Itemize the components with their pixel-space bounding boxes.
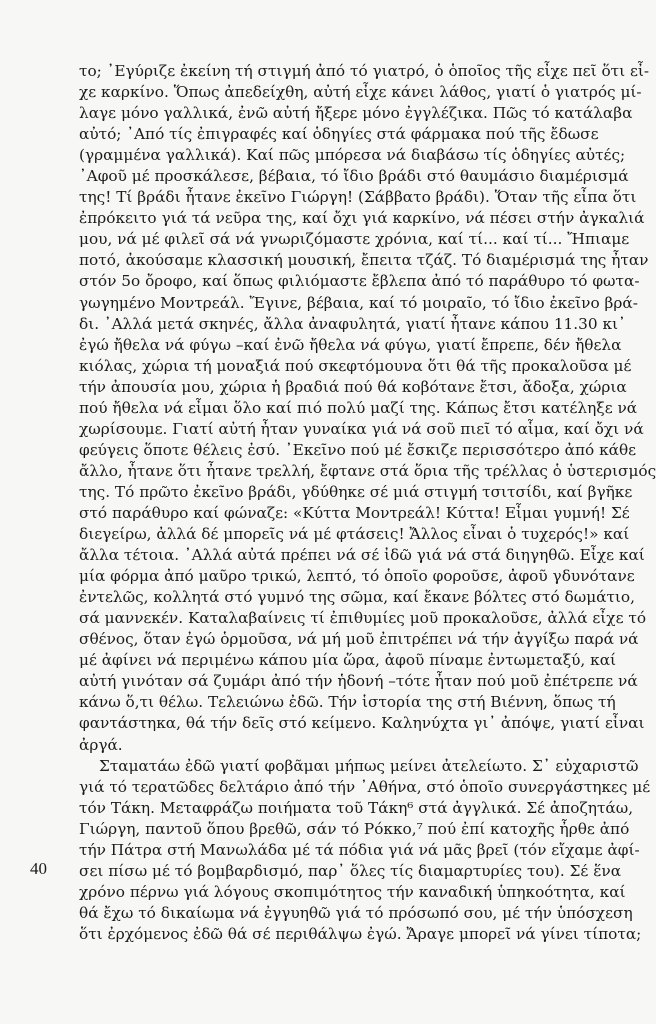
text-line: Σταματάω ἐδῶ γιατί φοβᾶμαι μήπως μείνει ἀτελείωτο. Σ᾿ εὐχαριστῶ xyxy=(99,756,639,775)
text-line: τήν Πάτρα στή Μανωλάδα μέ τά πόδια γιά νά μᾶς βρεῖ (τόν εἴχαμε ἀφί- xyxy=(79,840,640,859)
text-line: χρόνο πέρνω γιά λόγους σκοπιμότητος τήν καναδική ὑπηκοότητα, καί xyxy=(79,882,626,901)
text-line: σθένος, ὅταν ἐγώ ὁρμοῦσα, νά μή μοῦ ἐπιτρέπει νά τήν ἀγγίξω παρά νά xyxy=(79,630,639,649)
text-line: στό παράθυρο καί φώναζε: «Κύττα Μοντρεάλ! Κύττα! Εἶμαι γυμνή! Σέ xyxy=(79,503,630,522)
text-line: ὅτι ἐρχόμενος ἐδῶ θά σέ περιθάλψω ἐγώ. Ἄραγε μπορεῖ νά γίνει τίποτα; xyxy=(79,924,642,943)
text-line: ἀργά. xyxy=(79,735,123,754)
text-line: χωρίσουμε. Γιατί αὐτή ἦταν γυναίκα γιά νά σοῦ πιεῖ τό αἷμα, καί ὄχι νά xyxy=(79,419,644,438)
text-line: τόν Τάκη. Μεταφράζω ποιήματα τοῦ Τάκη⁶ στά ἀγγλικά. Σέ ἀποζητάω, xyxy=(79,798,634,817)
text-line: δι. ᾿Αλλά μετά σκηνές, ἄλλα ἀναφυλητά, γιατί ἦτανε κάπου 11.30 κι᾿ xyxy=(79,314,626,333)
text-line: μέ ἀφίνει νά περιμένω κάπου μία ὥρα, ἀφοῦ πίναμε ἐντωμεταξύ, καί xyxy=(79,651,617,670)
text-line: σά μαννεκέν. Καταλαβαίνεις τί ἐπιθυμίες μοῦ προκαλοῦσε, ἀλλά εἶχε τό xyxy=(79,609,647,628)
text-line: ἐγώ ἤθελα νά φύγω –καί ἐνῶ ἤθελα νά φύγω, γιατί ἔπρεπε, δέν ἤθελα xyxy=(79,335,622,354)
text-line: στόν 5ο ὄροφο, καί ὅπως φιλιόμαστε ἔβλεπα ἀπό τό παράθυρο τό φωτα- xyxy=(79,272,640,291)
text-line: αὐτό; ᾿Από τίς ἐπιγραφές καί ὁδηγίες στά φάρμακα πού τῆς ἔδωσε xyxy=(79,125,599,144)
text-line: θά ἔχω τό δικαίωμα νά ἐγγυηθῶ γιά τό πρόσωπό σου, μέ τήν ὑπόσχεση xyxy=(79,903,633,922)
text-line: ποτό, ἀκούσαμε κλασσική μουσική, ἔπειτα τζάζ. Τό διαμέρισμά της ἦταν xyxy=(79,251,649,270)
page-number: 40 xyxy=(30,859,47,878)
text-line: το; ᾿Εγύριζε ἐκείνη τή στιγμή ἀπό τό γιατρό, ὁ ὁποῖος τῆς εἶχε πεῖ ὅτι εἶ- xyxy=(79,62,650,80)
text-line: (γραμμένα γαλλικά). Καί πῶς μπόρεσα νά διαβάσω τίς ὁδηγίες αὐτές; xyxy=(79,146,626,165)
text-line: λαγε μόνο γαλλικά, ἐνῶ αὐτή ἤξερε μόνο ἐγγλέζικα. Πῶς τό κατάλαβα xyxy=(79,104,633,123)
text-line: ἐντελῶς, κολλητά στό γυμνό της σῶμα, καί ἔκανε βόλτες στό δωμάτιο, xyxy=(79,588,635,607)
text-line: τήν ἀπουσία μου, χώρια ἡ βραδιά πού θά κοβότανε ἔτσι, ἄδοξα, χώρια xyxy=(79,377,627,396)
text-line: σει πίσω μέ τό βομβαρδισμό, παρ᾿ ὅλες τίς διαμαρτυρίες του). Σέ ἕνα xyxy=(79,861,622,880)
text-line: φεύγεις ὅποτε θέλεις ἐσύ. ᾿Εκεῖνο πού μέ ἔσκιζε περισσότερο ἀπό κάθε xyxy=(79,440,637,459)
text-line: ἄλλο, ἦτανε ὅτι ἦτανε τρελλή, ἔφτανε στά ὅρια τῆς τρέλλας ὁ ὑστερισμός xyxy=(79,461,656,480)
text-line: ᾿Αφοῦ μέ προσκάλεσε, βέβαια, τό ἴδιο βράδι στό θαυμάσιο διαμέρισμά xyxy=(79,167,629,186)
text-line: πού ἤθελα νά εἶμαι ὅλο καί πιό πολύ μαζί της. Κάπως ἔτσι κατέληξε νά xyxy=(79,398,638,417)
text-line: μου, νά μέ φιλεῖ σά νά γνωριζόμαστε χρόνια, καί τί... καί τί... Ἤπιαμε xyxy=(79,230,630,249)
body-text xyxy=(79,61,656,945)
text-line: αὐτή γινόταν σά ζυμάρι ἀπό τήν ἡδονή –τότε ἦταν πού μοῦ ἐπέτρεπε νά xyxy=(79,672,638,691)
text-line: της. Τό πρῶτο ἐκεῖνο βράδι, γδύθηκε σέ μιά στιγμή τσιτσίδι, καί βγῆκε xyxy=(79,482,633,501)
text-line: μία φόρμα ἀπό μαῦρο τρικώ, λεπτό, τό ὁποῖο φοροῦσε, ἀφοῦ γδυνότανε xyxy=(79,567,635,586)
text-line: γιά τό τερατῶδες δελτάριο ἀπό τήν ᾿Αθήνα, στό ὁποῖο συνεργάστηκες μέ xyxy=(79,777,651,796)
text-line: γωγημένο Μοντρεάλ. Ἔγινε, βέβαια, καί τό μοιραῖο, τό ἴδιο ἐκεῖνο βρά- xyxy=(79,293,638,312)
text-line: χε καρκίνο. Ὅπως ἀπεδείχθη, αὐτή εἶχε κάνει λάθος, γιατί ὁ γιατρός μί- xyxy=(79,83,642,102)
text-line: Γιώργη, παντοῦ ὅπου βρεθῶ, σάν τό Ρόκκο,⁷ πού ἐπί κατοχῆς ἦρθε ἀπό xyxy=(79,819,630,838)
text-line: κιόλας, χώρια τή μοναξιά πού σκεφτόμουνα ὅτι θά τῆς προκαλοῦσα μέ xyxy=(79,356,632,375)
text-line: φαντάστηκα, θά τήν δεῖς στό κείμενο. Καληνύχτα γι᾿ ἀπόψε, γιατί εἶναι xyxy=(79,714,645,733)
text-line: ἄλλα τέτοια. ᾿Αλλά αὐτά πρέπει νά σέ ἰδῶ γιά νά στά διηγηθῶ. Εἶχε καί xyxy=(79,546,645,565)
text-line: κάνω ὅ,τι θέλω. Τελειώνω ἐδῶ. Τήν ἱστορία της στή Βιέννη, ὅπως τή xyxy=(79,693,616,712)
text-line: της! Τί βράδι ἦτανε ἐκεῖνο Γιώργη! (Σάββατο βράδι). Ὅταν τῆς εἶπα ὅτι xyxy=(79,188,637,207)
text-line: ἐπρόκειτο γιά τά νεῦρα της, καί ὄχι γιά καρκίνο, νά πέσει στήν ἀγκαλιά xyxy=(79,209,645,228)
text-line: διεγείρω, ἀλλά δέ μπορεῖς νά μέ φτάσεις! Ἄλλος εἶναι ὁ τυχερός!» καί xyxy=(79,525,630,544)
